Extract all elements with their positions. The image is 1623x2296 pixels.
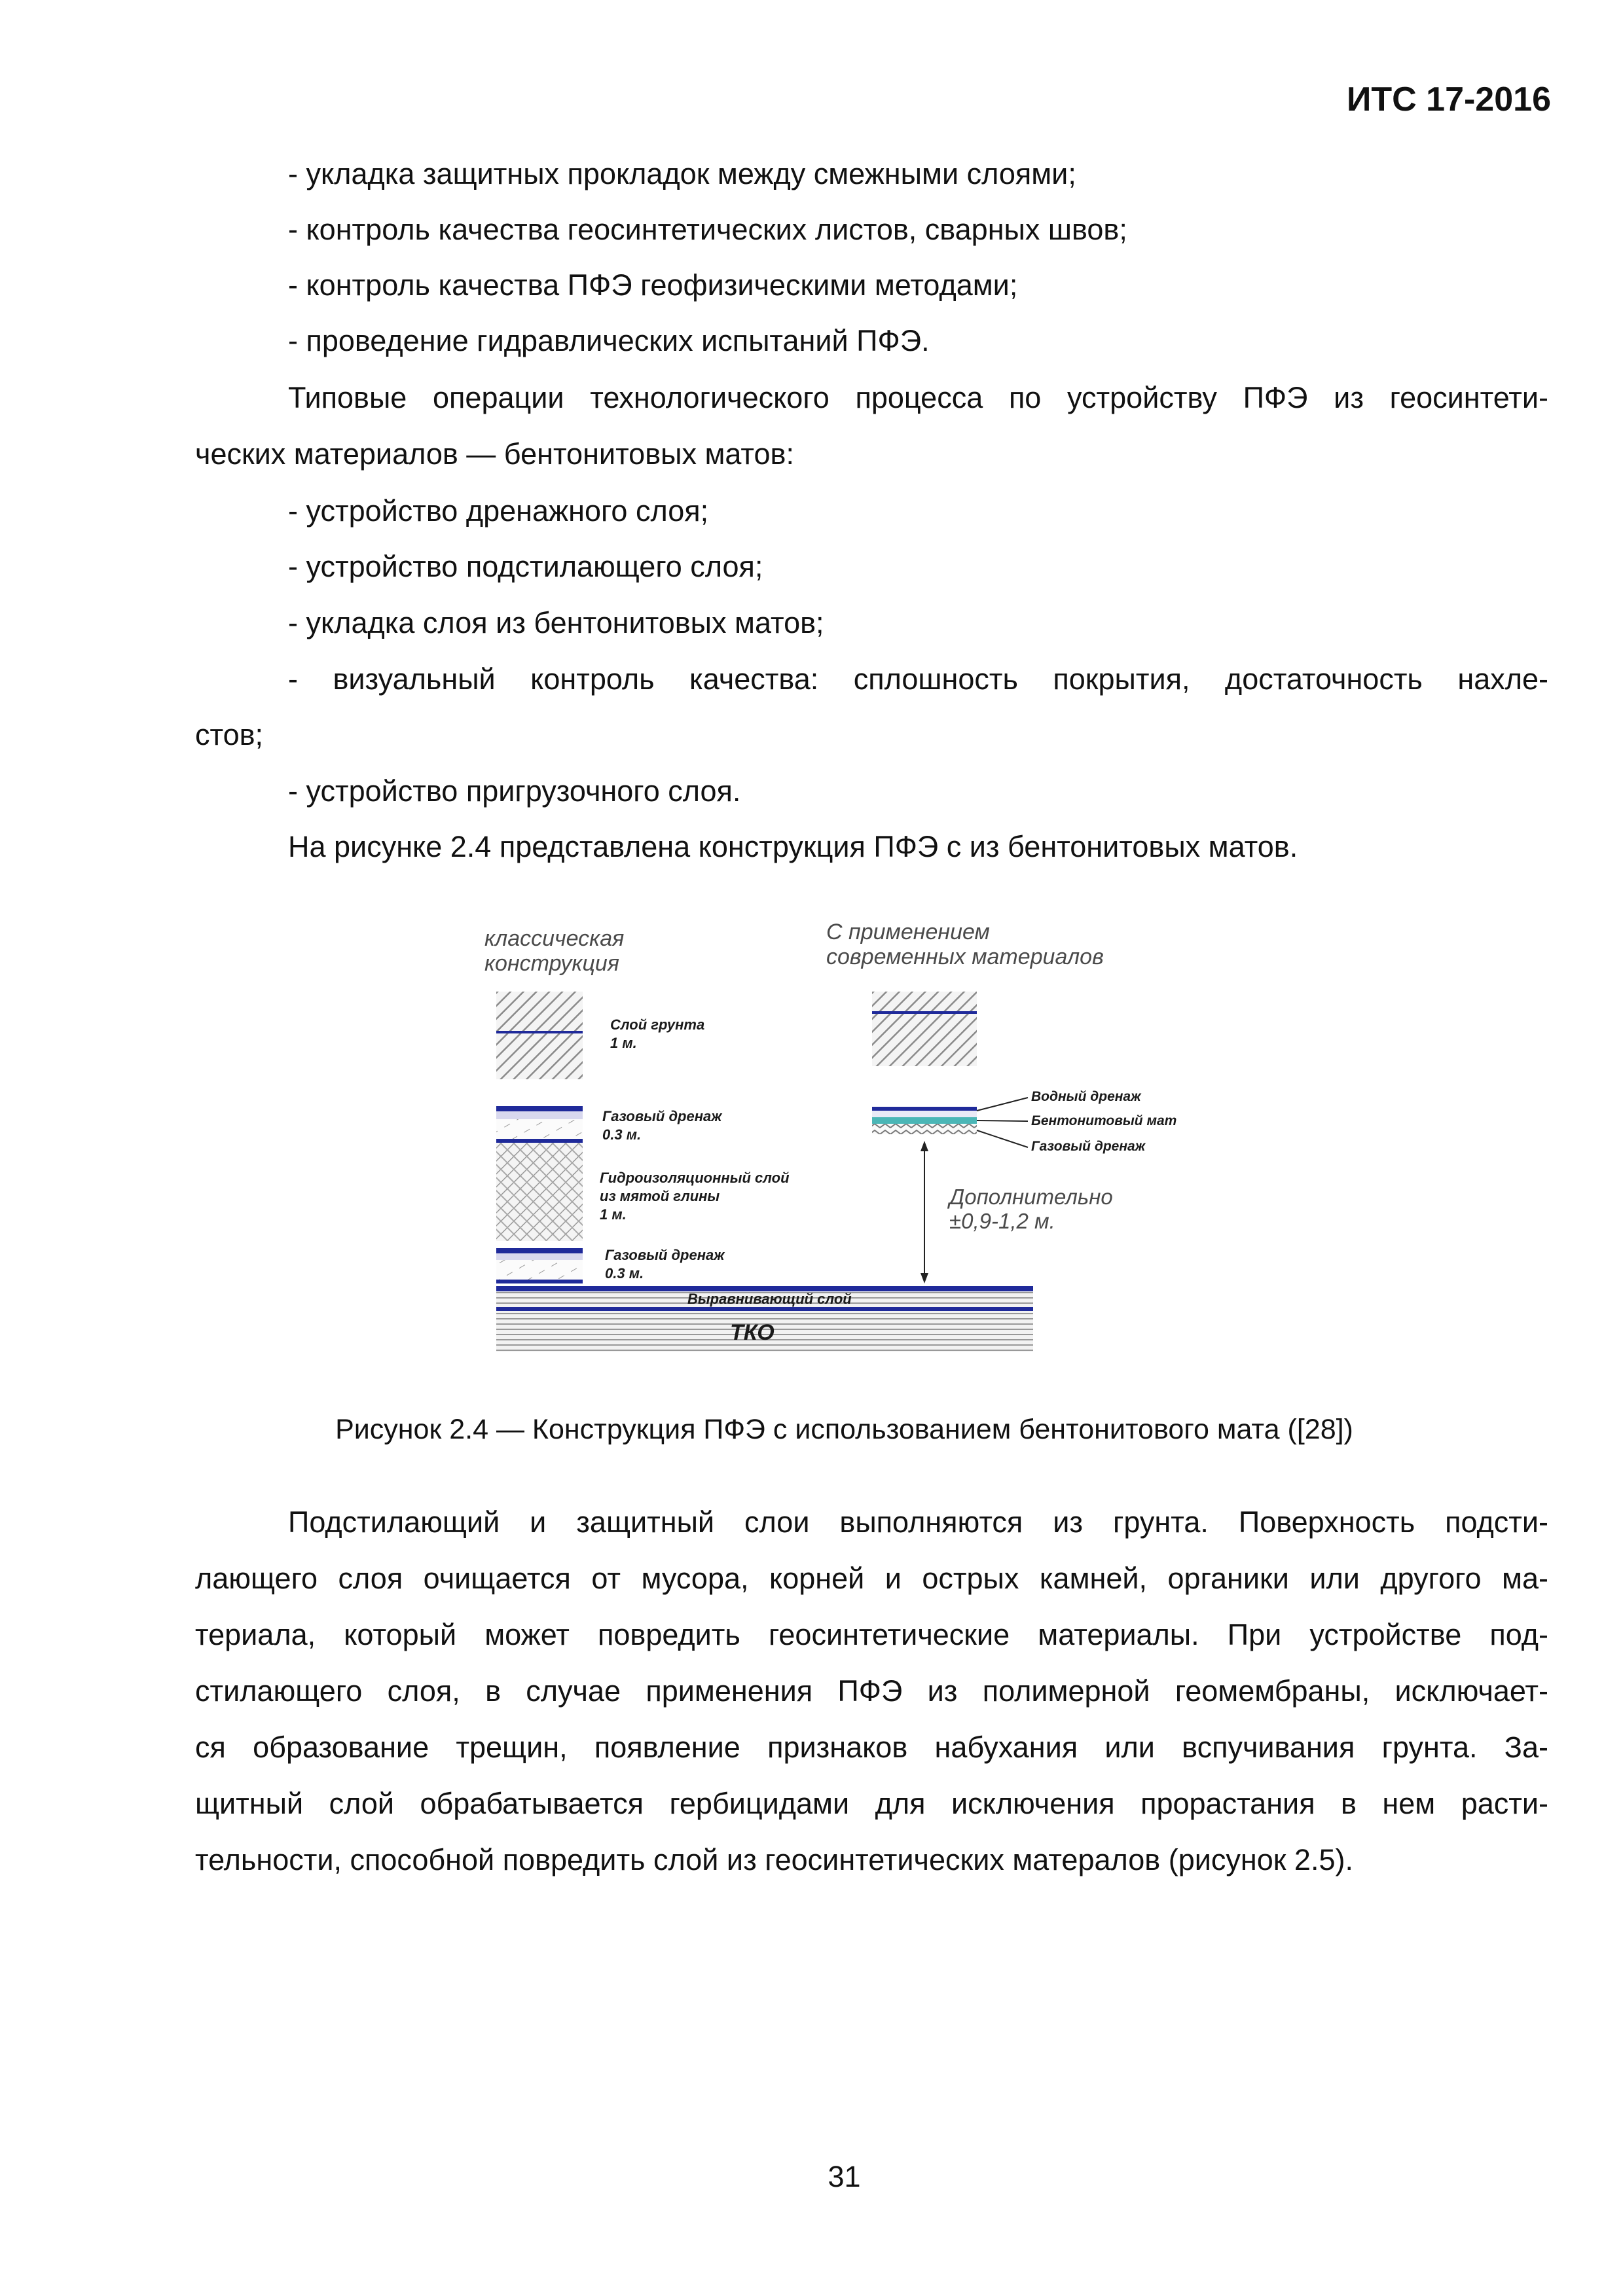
label-clay: Гидроизоляционный слой <box>600 1170 790 1186</box>
document-code: ИТС 17-2016 <box>1347 81 1551 118</box>
list-item: - устройство пригрузочного слоя. <box>288 774 741 808</box>
paragraph-line: На рисунке 2.4 представлена конструкция ПФЭ с из бентонитовых матов. <box>288 830 1298 863</box>
clay-layer <box>496 1143 583 1241</box>
paragraph-line: Подстилающий и защитный слои выполняются из грунта. Поверхность подсти- <box>288 1505 1548 1539</box>
label-gas-drain-depth: 0.3 м. <box>602 1126 642 1143</box>
paragraph-line: стилающего слоя, в случае применения ПФЭ из полимерной геомембраны, исключает- <box>195 1674 1548 1708</box>
label-soil-depth: 1 м. <box>610 1035 637 1051</box>
bentonite-mat-layer <box>872 1117 977 1124</box>
list-item: - укладка слоя из бентонитовых матов; <box>288 606 824 639</box>
label-water-drain: Водный дренаж <box>1031 1089 1141 1104</box>
label-clay-material: из мятой глины <box>600 1188 720 1204</box>
label-clay-depth: 1 м. <box>600 1206 627 1223</box>
gas-drain-layer <box>496 1248 583 1253</box>
label-gas-drain: Газовый дренаж <box>605 1247 725 1263</box>
paragraph-line: териала, который может повредить геосинтетические материалы. При устройстве под- <box>195 1618 1548 1651</box>
list-item: - визуальный контроль качества: сплошность покрытия, достаточность нахле- <box>288 662 1548 696</box>
figure-2-4 <box>471 913 1177 1378</box>
paragraph-line: лающего слоя очищается от мусора, корней и острых камней, органики или другого ма- <box>195 1562 1548 1595</box>
page-number: 31 <box>828 2160 861 2193</box>
list-item: - проведение гидравлических испытаний ПФЭ. <box>288 324 930 357</box>
list-item: - контроль качества геосинтетических листов, сварных швов; <box>288 213 1127 246</box>
paragraph-line: щитный слой обрабатывается гербицидами для исключения прорастания в нем расти- <box>195 1787 1548 1820</box>
label-additional: Дополнительно <box>949 1185 1113 1209</box>
list-item: - устройство подстилающего слоя; <box>288 550 763 583</box>
figure-caption: Рисунок 2.4 — Конструкция ПФЭ с использованием бентонитового мата ([28]) <box>335 1414 1353 1445</box>
list-item: - укладка защитных прокладок между смежными слоями; <box>288 157 1076 190</box>
list-item: - устройство дренажного слоя; <box>288 494 709 528</box>
label-additional-depth: ±0,9-1,2 м. <box>949 1209 1055 1233</box>
label-bentonite-mat: Бентонитовый мат <box>1031 1113 1177 1128</box>
right-column-title: С применением <box>826 920 990 944</box>
label-soil: Слой грунта <box>610 1016 705 1033</box>
paragraph-line: ческих материалов — бентонитовых матов: <box>195 437 794 471</box>
soil-layer <box>872 992 977 1011</box>
left-column-title: классическая <box>484 926 625 951</box>
label-gas-drain: Газовый дренаж <box>1031 1139 1146 1154</box>
list-item: - контроль качества ПФЭ геофизическими методами; <box>288 268 1018 302</box>
paragraph-line: ся образование трещин, появление признаков набухания или вспучивания грунта. За- <box>195 1731 1548 1764</box>
gas-drain-layer <box>872 1124 977 1134</box>
paragraph-line: Типовые операции технологического процесса по устройству ПФЭ из геосинтети- <box>288 381 1548 414</box>
right-column-title: современных материалов <box>826 944 1104 969</box>
label-tko: ТКО <box>730 1320 775 1345</box>
label-gas-drain: Газовый дренаж <box>602 1108 722 1124</box>
soil-layer <box>496 992 583 1031</box>
paragraph-line: тельности, способной повредить слой из геосинтетических матералов (рисунок 2.5). <box>195 1843 1353 1876</box>
label-leveling: Выравнивающий слой <box>687 1291 852 1307</box>
left-column-title: конструкция <box>484 951 619 976</box>
gas-drain-layer <box>496 1106 583 1111</box>
list-item-continuation: стов; <box>195 718 264 751</box>
water-drain-layer <box>872 1107 977 1111</box>
label-gas-drain-depth: 0.3 м. <box>605 1265 644 1282</box>
